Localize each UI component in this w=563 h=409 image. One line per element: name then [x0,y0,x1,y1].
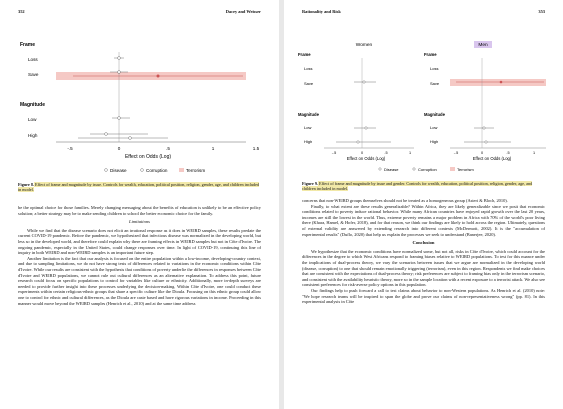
fig8-frame-title: Frame [20,42,36,48]
left-para-top: be the optimal choice for those families. Merely changing messaging about the benefits of education is unlikely to be an effective policy solution; a better strategy may be to make sending children to school the better economic choice for the family. [18,205,261,216]
fig8-xtick-2: 0 [117,146,121,151]
fig9-w-mag-title: Magnitude [298,112,319,117]
fig8-xtick-3: .5 [166,146,170,151]
fig9-w-high: High [304,139,313,144]
fig8-legend-disease-marker [105,169,108,172]
fig9-w-high-point [357,141,359,143]
fig9-m-loss: Loss [430,66,439,71]
fig8-high-point-2 [129,137,132,140]
fig9-m-frame-title: Frame [424,52,437,57]
fig8-disease-loss-point [118,57,121,60]
fig8-high-point-1 [105,133,108,136]
fig9-w-xtick-3: .5 [384,151,388,155]
fig8-xtick-4: 1 [211,146,215,151]
fig9-w-x-label: Effect on Odds (Log) [346,156,386,161]
figure-8-caption [18,182,261,192]
left-page-number: 352 [18,9,25,14]
fig9-w-low-point [365,127,367,129]
fig9-w-low: Low [304,125,312,130]
fig8-legend-terrorism: Terrorism [186,168,206,173]
fig9-caption-text: Effect of frame and magnitude by issue and gender. Controls for wealth, education, political position, religion, gender, age, and children included in model. [302,181,533,192]
fig8-row-loss: Loss [28,57,38,62]
fig9-w-xtick-1: -.5 [331,151,337,155]
right-body-text [302,198,545,305]
fig9-w-save-point [363,81,365,83]
fig9-caption-label: Figure 9. [302,181,318,186]
fig9-m-xtick-3: .5 [506,151,510,155]
fig8-x-label: Effect on Odds (Log) [124,154,172,160]
fig9-m-xtick-4: 1 [532,151,536,155]
section-limitations: Limitations [129,219,150,225]
fig8-legend-corruption: Corruption [146,168,168,173]
right-para-2: Finally, to what extent are these results generalizable? Within Africa, they are likely generalizable since we posit that economic conditions related to poverty induce rational behavior. While many African countries have enjoyed rapid growth over the last 20 years, incomes are still the lowest in the world. Thus, extreme poverty remains a major problem in Africa with 70% of the world's poor living there (Khara, Hamel, & Hofer, 2018), and for that reason, we think our findings are likely to hold across the region. Ultimately, questions of external validity are answered by extending research into different contexts (McDermott, 2002). It is the "accumulation of experimental results" (Duflo, 2020) that help us explain the processes we seek to understand (Banerjee, 2020). [302,203,545,237]
fig9-m-x-label: Effect on Odds (Log) [472,156,512,161]
fig9-legend-corruption-marker [413,168,415,170]
left-para-1: While we find that the disease scenario does not elicit an irrational response as it does in WEIRD samples, these results predate the current COVID-19 pandemic. Before the pandemic, we hypothesized that infectious disease was normalized in the developing world, but less so in the developed world, and therefore could explain why there are framing effects in WEIRD samples but not in Côte d'Ivoire. The ongoing pandemic, especially in the United States, could change responses over time. In light of COVID-19, continuing this line of inquiry in both WEIRD and non-WEIRD samples is an important future step. [18,227,261,256]
fig8-low-point [118,117,121,120]
fig8-terrorism-save-point [157,75,160,78]
left-running-head [18,9,261,14]
fig9-w-save: Save [304,81,314,86]
fig8-magnitude-title: Magnitude [20,102,45,108]
fig9-m-high: High [430,139,439,144]
fig9-legend-terrorism-marker [450,167,455,171]
left-body-text [18,205,261,306]
left-para-2: Another limitation is the fact that our analysis is focused on the entire population within a low-income, developing-country context, and due to sampling limitations, we do not have strong tests of differences related to variations in the economic conditions within Côte d'Ivoire. While our results are consistent with the hypothesis that conditions of poverty underlie the differences in responses between Côte d'Ivoire and WEIRD populations, we cannot rule out cultural differences as an alternative explanation. To address this point, future research could focus on specific populations to control for variables like culture or ethnicity. Additionally, more in-depth surveys are needed to provide further insight into these processes underlying the decision-making. Within Côte d'Ivoire, one could conduct these experiments within certain religious-ethnic groups that share a specific culture like the Dioula. Focusing on this ethnic group could allow one to control for ethnic and cultural differences, as the Dioula are caste based and have rigorous variations in income. Proceeding in this manner would move beyond the WEIRD samples (Henrich et al., 2010) and at the same time address [18,255,261,306]
fig8-disease-save-point [118,71,121,74]
left-page [0,0,279,409]
fig9-m-save: Save [430,81,440,86]
fig8-legend-corruption-marker [141,169,144,172]
right-page-number: 353 [538,9,545,14]
fig8-legend-disease: Disease [110,168,127,173]
fig8-xtick-5: 1.5 [252,146,260,151]
right-para-1: concerns that non-WEIRD groups themselves should not be treated as a homogeneous group (Asteri & Bloch, 2010). [302,198,508,203]
fig9-m-save-point [500,81,503,84]
fig9-m-xtick-2: 0 [480,151,484,155]
fig9-w-xtick-2: 0 [360,151,364,155]
right-page [284,0,563,409]
left-running-title: Dacey and Weisser [225,9,261,14]
figure-9 [296,40,551,174]
fig9-m-low: Low [430,125,438,130]
right-running-head [302,9,545,14]
fig9-m-high-point [485,141,487,143]
fig8-caption-label: Figure 8. [18,182,34,187]
figure-9-caption [302,181,545,191]
right-para-3: We hypothesize that the economic conditions have normalized some, but not all, risks in Côte d'Ivoire, which could account for the differences in the degree to which West Africans respond to framing biases relative to WEIRD populations. To test for this nuance under the implications of dual-process theory, we vary the scenarios between issues that we argue are normalized in the developing world (disease, corruption) to one that should remain emotionally triggering (terrorism), even in this region. Respondents we find make choices that are consistent with the expectations of dual-process theory; risk preferences are subject to framing bias only in the terrorism scenario, and consistent with the availability heuristic theory, more so in the sample location with a recent exposure to a terrorist attack. We also see consistent preferences for risk-averse policy options in this population. [302,248,546,288]
fig8-row-low: Low [28,117,37,122]
fig8-row-high: High [28,133,38,138]
fig9-m-low-point [483,127,485,129]
fig8-caption-text: Effect of frame and magnitude by issue. Controls for wealth, education, political position, religion, gender, age, and children included in model. [18,182,260,193]
fig9-legend-disease: Disease [384,167,399,172]
figure-8 [18,34,261,178]
fig9-legend-terrorism: Terrorism [457,167,474,172]
fig9-legend-disease-marker [379,168,381,170]
fig9-m-xtick-1: -.5 [453,151,459,155]
fig8-legend-terrorism-marker [179,168,184,172]
right-running-title: Rationality and Risk [302,9,341,14]
fig8-xtick-1: -.5 [67,146,73,151]
fig9-w-frame-title: Frame [298,52,311,57]
fig9-women-title: Women [355,43,373,48]
fig9-w-xtick-4: 1 [408,151,412,155]
fig9-men-title: Men [478,43,488,48]
section-conclusion: Conclusion [412,240,435,246]
fig9-m-mag-title: Magnitude [424,112,445,117]
fig9-m-terrorism-band [450,79,546,86]
fig9-w-loss: Loss [304,66,313,71]
right-para-4: Our findings help to push forward a call to test claims about behavior to non-Western populations. As Henrich et al. (2010) note: "We hope research teams will be inspired to span the globe and prove our claims of non-representativeness wrong" (pp. 81). In this experimental analysis in Côte [302,287,545,305]
fig8-row-save: Save [28,72,39,77]
fig9-legend-corruption: Corruption [418,167,437,172]
